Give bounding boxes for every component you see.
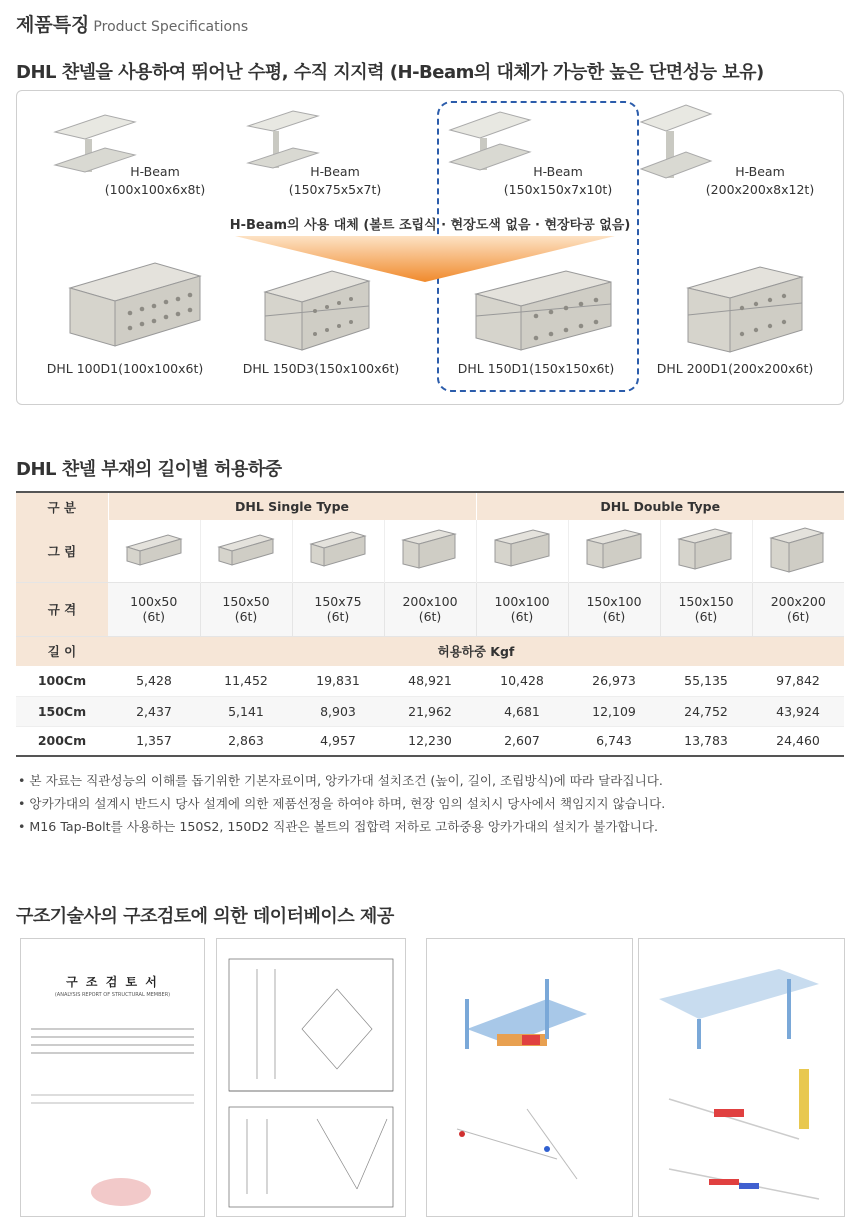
hbeam-label-2: H-Beam (150x75x5x7t): [288, 164, 382, 197]
hbeam-label-4: H-Beam (200x200x8x12t): [705, 164, 815, 197]
spec-image: [292, 520, 384, 582]
report-title: 구 조 검 토 서: [66, 975, 159, 989]
report-subtitle: (ANALYSIS REPORT OF STRUCTURAL MEMBER): [54, 992, 171, 998]
spec-image: [660, 520, 752, 582]
note-item: • 본 자료는 직관성능의 이해를 돕기위한 기본자료이며, 앙카가대 설치조건 (높이, 길이, 조립방식)에 따라 달라집니다.: [18, 773, 663, 788]
dhl-100d1-image: [60, 258, 210, 350]
spec-cell: 150x100 (6t): [568, 582, 660, 636]
double-type-header: DHL Double Type: [476, 492, 844, 520]
spec-cell: 200x100 (6t): [384, 582, 476, 636]
spec-image: [752, 520, 844, 582]
spec-image: [476, 520, 568, 582]
note-item: • 앙카가대의 설계시 반드시 당사 설계에 의한 제품선정을 하여야 하며, 현장 임의 설치시 당사에서 책임지지 않습니다.: [18, 796, 666, 811]
allowable-load-table: [16, 491, 844, 757]
spec-image: [200, 520, 292, 582]
length-label: 길 이: [16, 636, 108, 666]
spec-image: [384, 520, 476, 582]
image-row-label: 그 림: [16, 520, 108, 582]
note-item: • M16 Tap-Bolt를 사용하는 150S2, 150D2 직관은 볼트의 접합력 저하로 고하중용 앙카가대의 설치가 불가합니다.: [18, 819, 658, 834]
spec-cell: 150x75 (6t): [292, 582, 384, 636]
section3-title: 구조기술사의 구조검토에 의한 데이터베이스 제공: [16, 906, 394, 927]
page-title: 제품특징: [16, 14, 90, 36]
table-row: 150Cm 2,437 5,141 8,903 21,962 4,681 12,109 24,752 43,924: [16, 696, 844, 726]
layout-drawing-thumbnail: [216, 938, 406, 1217]
load-unit-label: 허용하중 Kgf: [108, 636, 844, 666]
col-header-label: 구 분: [16, 492, 108, 520]
spec-cell: 150x50 (6t): [200, 582, 292, 636]
notes: [18, 769, 838, 838]
section2-title: DHL 챤넬 부재의 길이별 허용하중: [16, 459, 282, 480]
hbeam-label-3: H-Beam (150x150x7x10t): [503, 164, 613, 197]
spec-cell: 200x200 (6t): [752, 582, 844, 636]
spec-cell: 150x150 (6t): [660, 582, 752, 636]
dhl-label-3: DHL 150D1(150x150x6t): [457, 361, 615, 376]
analysis-thumbnail-1: [426, 938, 633, 1217]
report-cover-thumbnail: [20, 938, 205, 1217]
table-row: 200Cm 1,357 2,863 4,957 12,230 2,607 6,743 13,783 24,460: [16, 726, 844, 756]
dhl-label-2: DHL 150D3(150x100x6t): [242, 361, 400, 376]
spec-cell: 100x100 (6t): [476, 582, 568, 636]
dhl-150d3-image: [257, 266, 377, 356]
hbeam-label-1: H-Beam (100x100x6x8t): [104, 164, 206, 197]
dhl-label-1: DHL 100D1(100x100x6t): [46, 361, 204, 376]
single-type-header: DHL Single Type: [108, 492, 476, 520]
page-header: [16, 10, 248, 37]
section1-title: DHL 챤넬을 사용하여 뛰어난 수평, 수직 지지력 (H-Beam의 대체가 가능한 높은 단면성능 보유): [16, 62, 764, 83]
spec-row-label: 규 격: [16, 582, 108, 636]
dhl-150d1-image: [466, 266, 616, 354]
table-row: 100Cm 5,428 11,452 19,831 48,921 10,428 26,973 55,135 97,842: [16, 666, 844, 696]
analysis-thumbnail-2: [638, 938, 845, 1217]
dhl-200d1-image: [680, 262, 810, 356]
dhl-label-4: DHL 200D1(200x200x6t): [656, 361, 814, 376]
page-subtitle: Product Specifications: [93, 19, 249, 35]
stamp-seal: [91, 1178, 151, 1206]
replacement-text: H-Beam의 사용 대체 (볼트 조립식 · 현장도색 없음 · 현장타공 없음): [229, 218, 631, 233]
spec-image: [568, 520, 660, 582]
spec-cell: 100x50 (6t): [130, 594, 178, 624]
spec-image: [108, 520, 200, 582]
